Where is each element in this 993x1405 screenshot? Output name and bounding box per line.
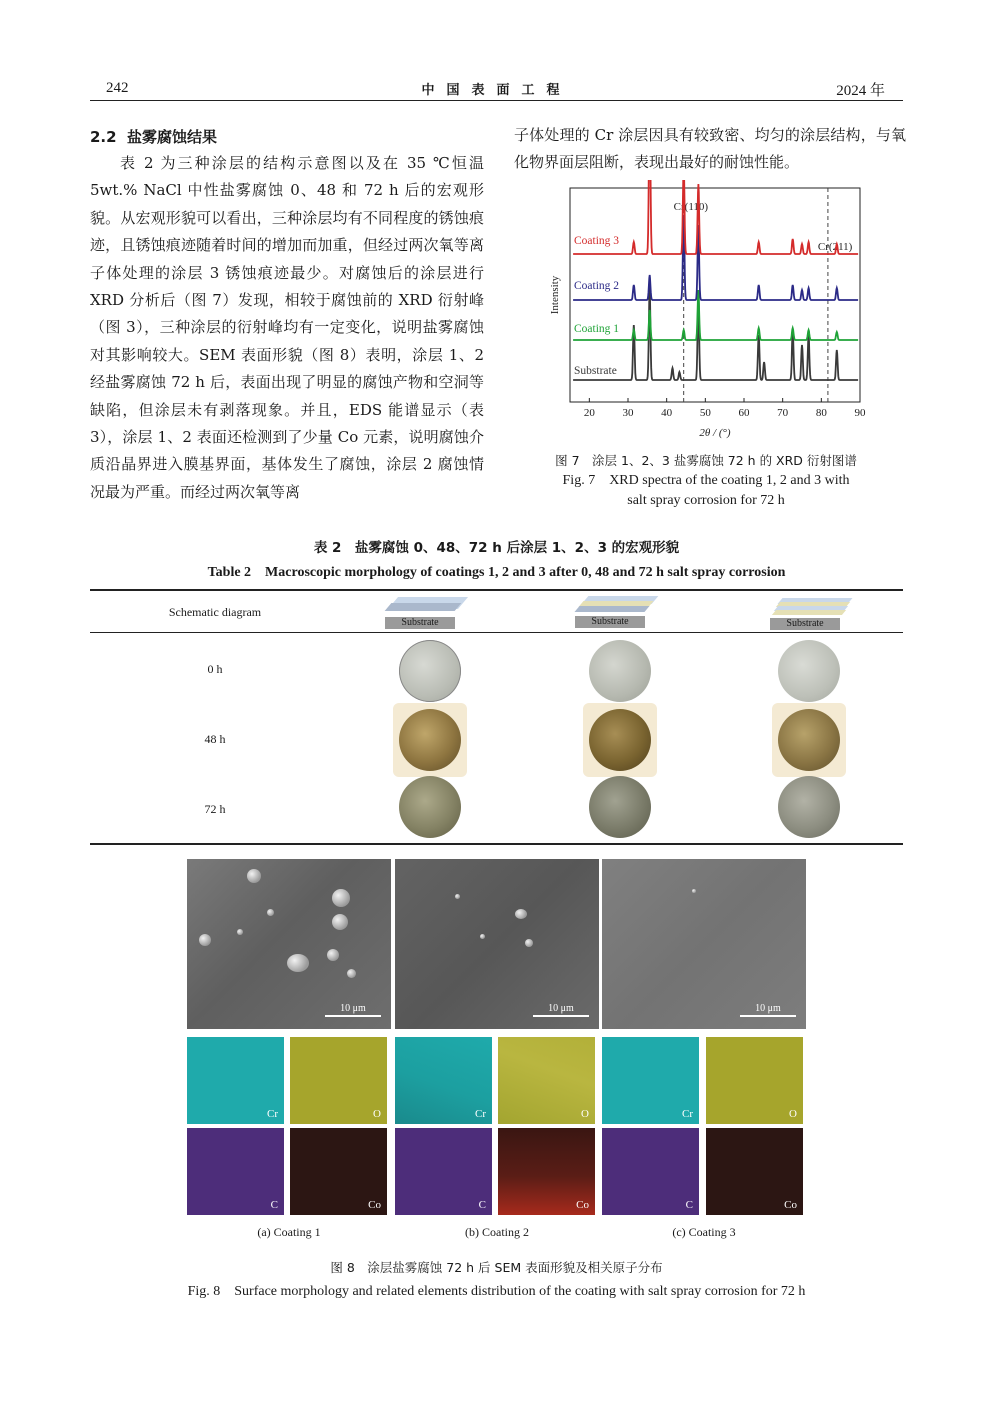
element-label: Cr	[475, 1108, 486, 1120]
section-heading	[90, 126, 217, 147]
x-tick-label: 90	[854, 407, 866, 419]
scale-bar: 10 μm	[325, 1003, 381, 1017]
photo-coating2-72h	[589, 776, 651, 838]
x-axis-label: 2θ / (°)	[699, 427, 731, 439]
section-number: 2.2	[90, 128, 117, 146]
annotation-cr211: Cr(211)	[817, 241, 853, 253]
sem-image-coating-2	[395, 859, 599, 1029]
figure7-caption-en-1: Fig. 7 XRD spectra of the coating 1, 2 and 3 with	[562, 473, 850, 488]
row-label-72h: 72 h	[204, 802, 226, 816]
subcaption-a: (a) Coating 1	[257, 1225, 321, 1239]
table2-caption	[90, 536, 903, 581]
element-label: Co	[576, 1199, 589, 1211]
table2-caption-zh: 表 2 盐雾腐蚀 0、48、72 h 后涂层 1、2、3 的宏观形貌	[313, 540, 680, 556]
eds-map-coating3-co	[706, 1128, 803, 1215]
table2-caption-en: Table 2 Macroscopic morphology of coatings 1, 2 and 3 after 0, 48 and 72 h salt spray corrosion	[207, 565, 786, 580]
table-bottom-rule	[90, 843, 903, 845]
eds-map-coating1-cr	[187, 1037, 284, 1124]
row-label-48h: 48 h	[204, 732, 226, 746]
x-tick-label: 20	[583, 407, 595, 419]
figure8-caption	[90, 1258, 903, 1302]
table-top-rule	[90, 589, 903, 591]
annotation-cr110: Cr(110)	[673, 201, 709, 213]
eds-map-coating2-cr	[395, 1037, 492, 1124]
subcaption-c: (c) Coating 3	[672, 1225, 736, 1239]
y-axis-label: Intensity	[549, 275, 561, 315]
photo-coating1-72h	[399, 776, 461, 838]
photo-coating3-48h	[778, 709, 840, 771]
row-label-0h: 0 h	[207, 662, 223, 676]
series-label: Substrate	[574, 365, 617, 377]
element-label: C	[685, 1199, 693, 1211]
table-header-rule	[90, 632, 903, 633]
scale-bar: 10 μm	[533, 1003, 589, 1017]
photo-coating3-72h	[778, 776, 840, 838]
x-tick-label: 70	[777, 407, 789, 419]
publication-year: 2024 年	[836, 83, 885, 99]
figure8-caption-en: Fig. 8 Surface morphology and related elements distribution of the coating with salt spray corrosion for 72 h	[187, 1284, 806, 1299]
eds-map-coating2-co	[498, 1128, 595, 1215]
sem-image-coating-1	[187, 859, 391, 1029]
row-label-schematic: Schematic diagram	[168, 605, 262, 619]
element-label: C	[478, 1199, 486, 1211]
section-title: 盐雾腐蚀结果	[127, 128, 218, 146]
x-tick-label: 80	[815, 407, 827, 419]
element-label: Co	[368, 1199, 381, 1211]
element-label: Cr	[682, 1108, 693, 1120]
x-tick-label: 40	[661, 407, 673, 419]
xrd-chart	[535, 180, 885, 450]
element-label: O	[581, 1108, 589, 1120]
element-label: Cr	[267, 1108, 278, 1120]
element-label: Co	[784, 1199, 797, 1211]
element-label: O	[373, 1108, 381, 1120]
schematic-coating-2	[575, 596, 667, 628]
figure7-caption-zh: 图 7 涂层 1、2、3 盐雾腐蚀 72 h 的 XRD 衍射图谱	[555, 453, 857, 468]
photo-coating2-0h	[589, 640, 651, 702]
eds-map-coating3-cr	[602, 1037, 699, 1124]
eds-map-coating2-o	[498, 1037, 595, 1124]
body-paragraph-left: 表 2 为三种涂层的结构示意图以及在 35 ℃恒温 5wt.% NaCl 中性盐雾腐蚀 0、48 和 72 h 后的宏观形貌。从宏观形貌可以看出，三种涂层均有不同程度的锈蚀痕迹，且锈蚀痕迹随着时间的增加而加重，但经过两次氧等离子体处理的涂层 3 锈蚀痕迹最少。对腐蚀后的涂层进行 XRD 分析后（图 7）发现，相较于腐蚀前的 XRD 衍射峰（图 3），三种涂层的衍射峰均有一定变化，说明盐雾腐蚀对其影响较大。SEM 表面形貌（图 8）表明，涂层 1、2 经盐雾腐蚀 72 h 后，表面出现了明显的腐蚀产物和空洞等缺陷，但涂层未有剥落现象。并且，EDS 能谱显示（表 3），涂层 1、2 表面还检测到了少量 Co 元素，说明腐蚀介质沿晶界进入膜基界面，基体发生了腐蚀，涂层 2 腐蚀情况最为严重。而经过两次氧等离	[90, 154, 484, 501]
figure8-caption-zh: 图 8 涂层盐雾腐蚀 72 h 后 SEM 表面形貌及相关原子分布	[330, 1260, 663, 1275]
substrate-label: Substrate	[770, 618, 840, 630]
photo-coating1-48h	[399, 709, 461, 771]
figure7-caption-en-2: salt spray corrosion for 72 h	[627, 493, 785, 508]
element-label: C	[270, 1199, 278, 1211]
photo-coating3-0h	[778, 640, 840, 702]
eds-map-coating1-c	[187, 1128, 284, 1215]
eds-map-coating1-co	[290, 1128, 387, 1215]
running-header	[90, 78, 903, 101]
eds-map-coating2-c	[395, 1128, 492, 1215]
eds-map-coating3-o	[706, 1037, 803, 1124]
series-label: Coating 1	[574, 323, 620, 335]
subcaption-b: (b) Coating 2	[465, 1225, 529, 1239]
x-tick-label: 30	[622, 407, 634, 419]
eds-map-coating1-o	[290, 1037, 387, 1124]
photo-coating1-0h	[399, 640, 461, 702]
series-label: Coating 2	[574, 280, 620, 292]
substrate-label: Substrate	[385, 617, 455, 629]
body-paragraph-right: 子体处理的 Cr 涂层因具有较致密、均匀的涂层结构，与氧化物界面层阻断，表现出最好的耐蚀性能。	[514, 126, 906, 172]
substrate-label: Substrate	[575, 616, 645, 628]
page-number: 242	[106, 80, 129, 96]
figure7-caption	[520, 451, 892, 511]
photo-coating2-48h	[589, 709, 651, 771]
series-label: Coating 3	[574, 235, 620, 247]
x-tick-label: 60	[738, 407, 750, 419]
eds-map-coating3-c	[602, 1128, 699, 1215]
sem-image-coating-3	[602, 859, 806, 1029]
schematic-coating-1	[385, 597, 477, 629]
schematic-coating-3	[770, 598, 862, 630]
journal-title: 中国表面工程	[421, 83, 572, 98]
scale-bar: 10 μm	[740, 1003, 796, 1017]
element-label: O	[789, 1108, 797, 1120]
x-tick-label: 50	[699, 407, 711, 419]
